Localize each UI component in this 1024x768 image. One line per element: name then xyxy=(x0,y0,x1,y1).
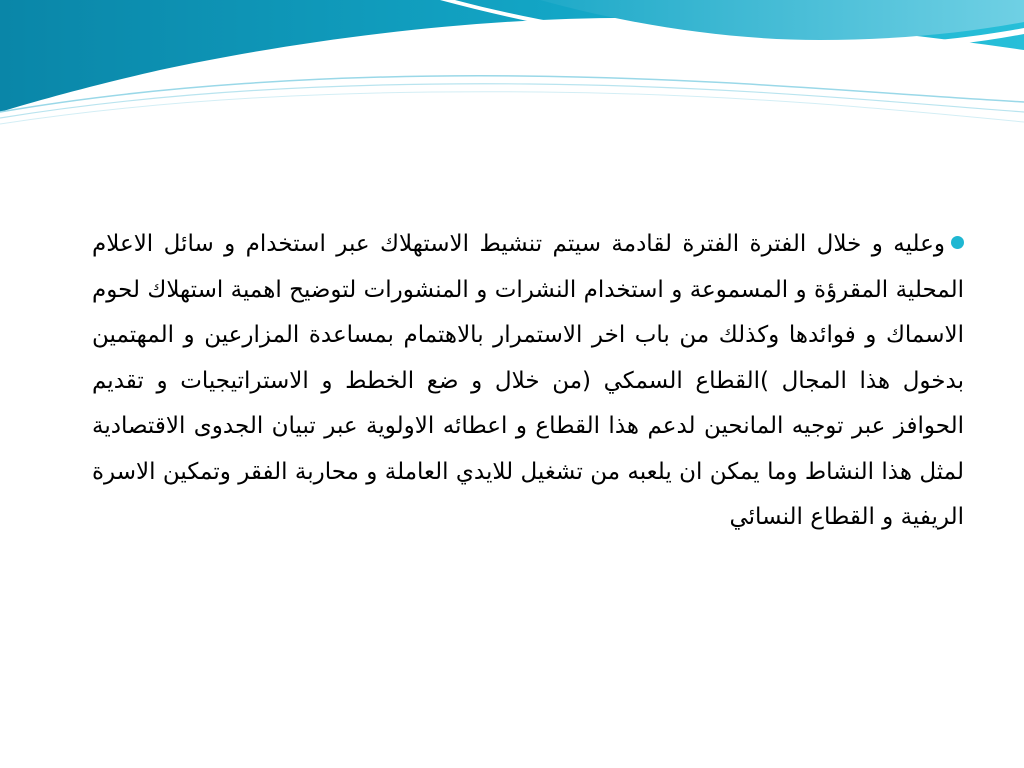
header-wave-decoration xyxy=(0,0,1024,140)
body-text-block xyxy=(92,222,964,541)
body-paragraph: وعليه و خلال الفترة الفترة لقادمة سيتم تنشيط الاستهلاك عبر استخدام و سائل الاعلام المحلية المقرؤة و المسموعة و استخدام النشرات و المنشورات لتوضيح اهمية استهلاك لحوم الاسماك و فوائدها وكذلك من باب اخر الاستمرار بالاهتمام بمساعدة المزارعين و المهتمين بدخول هذا المجال )القطاع السمكي (من خلال و ضع الخطط و الاستراتيجيات و تقديم الحوافز عبر توجيه المانحين لدعم هذا القطاع و اعطائه الاولوية عبر تبيان الجدوى الاقتصادية لمثل هذا النشاط وما يمكن ان يلعبه من تشغيل للايدي العاملة و محاربة الفقر وتمكين الاسرة الريفية و القطاع النسائي xyxy=(92,231,964,530)
wave-line-2 xyxy=(0,84,1024,118)
wave-line-1 xyxy=(0,76,1024,112)
wave-line-3 xyxy=(0,92,1024,124)
round-bullet-icon xyxy=(951,236,964,249)
